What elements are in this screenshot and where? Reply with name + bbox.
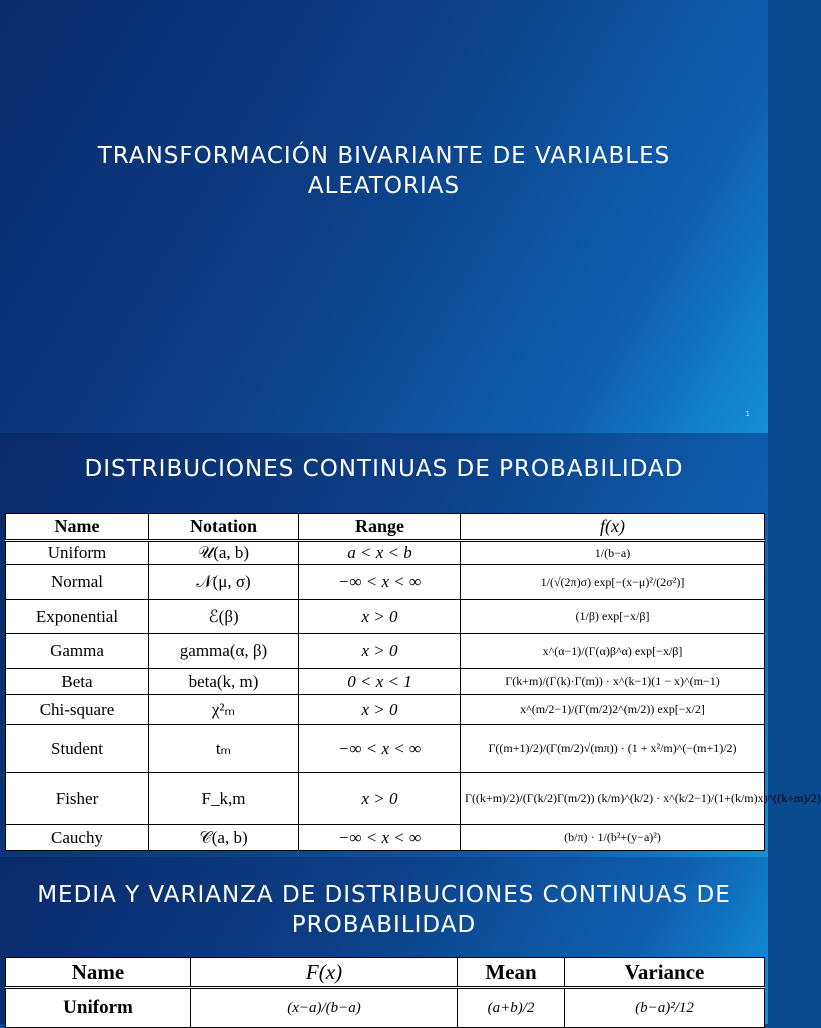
cell-name: Student	[6, 725, 149, 773]
header-name: Name	[6, 958, 191, 988]
cell-notation: 𝒞(a, b)	[149, 825, 299, 851]
cell-fx: 1/(b−a)	[461, 541, 765, 565]
slide-2	[0, 433, 821, 857]
table-row	[6, 825, 765, 851]
cell-cdf: (x−a)/(b−a)	[191, 988, 458, 1028]
table-row	[6, 669, 765, 695]
cell-fx: (b/π) · 1/(b²+(y−a)²)	[461, 825, 765, 851]
slide-number: 1	[745, 410, 750, 418]
cell-notation: gamma(α, β)	[149, 634, 299, 669]
cell-notation: F_k,m	[149, 773, 299, 825]
header-mean: Mean	[458, 958, 565, 988]
cell-name: Uniform	[6, 988, 191, 1028]
cell-range: x > 0	[299, 773, 461, 825]
cell-notation: χ²ₘ	[149, 695, 299, 725]
distribution-table	[5, 513, 821, 851]
cell-range: 0 < x < 1	[299, 669, 461, 695]
table-header-row	[6, 958, 765, 988]
cell-mean: (a+b)/2	[458, 988, 565, 1028]
header-name: Name	[6, 514, 149, 541]
cell-fx: x^(m/2−1)/(Γ(m/2)2^(m/2)) exp[−x/2]	[461, 695, 765, 725]
cell-range: x > 0	[299, 634, 461, 669]
mean-variance-table	[5, 957, 765, 1028]
cell-name: Uniform	[6, 541, 149, 565]
table-header-row	[6, 514, 765, 541]
table-row	[6, 988, 765, 1028]
table-row	[6, 634, 765, 669]
table-row	[6, 600, 765, 634]
slide-1-title: TRANSFORMACIÓN BIVARIANTE DE VARIABLES ALEATORIAS	[97, 143, 671, 199]
cell-name: Gamma	[6, 634, 149, 669]
cell-range: x > 0	[299, 695, 461, 725]
slide-3-title: MEDIA Y VARIANZA DE DISTRIBUCIONES CONTINUAS DE PROBABILIDAD	[37, 882, 731, 938]
cell-name: Exponential	[6, 600, 149, 634]
header-variance: Variance	[565, 958, 765, 988]
table-row	[6, 773, 765, 825]
cell-name: Normal	[6, 565, 149, 600]
table-row	[6, 725, 765, 773]
slide-1	[0, 0, 768, 433]
header-fx: f(x)	[461, 514, 765, 541]
cell-notation: ℰ(β)	[149, 600, 299, 634]
cell-fx: Γ((k+m)/2)/(Γ(k/2)Γ(m/2)) (k/m)^(k/2) · x^(k/2−1)/(1+(k/m)x)^((k+m)/2)	[461, 773, 765, 825]
slide-2-title: DISTRIBUCIONES CONTINUAS DE PROBABILIDAD	[84, 456, 684, 482]
cell-fx: Γ(k+m)/(Γ(k)·Γ(m)) · x^(k−1)(1 − x)^(m−1)	[461, 669, 765, 695]
cell-name: Fisher	[6, 773, 149, 825]
cell-fx: (1/β) exp[−x/β]	[461, 600, 765, 634]
cell-notation: 𝒰(a, b)	[149, 541, 299, 565]
cell-notation: 𝒩(μ, σ)	[149, 565, 299, 600]
cell-name: Beta	[6, 669, 149, 695]
cell-range: x > 0	[299, 600, 461, 634]
cell-notation: beta(k, m)	[149, 669, 299, 695]
cell-fx: x^(α−1)/(Γ(α)β^α) exp[−x/β]	[461, 634, 765, 669]
cell-range: −∞ < x < ∞	[299, 825, 461, 851]
table-row	[6, 565, 765, 600]
header-range: Range	[299, 514, 461, 541]
table-row	[6, 695, 765, 725]
cell-variance: (b−a)²/12	[565, 988, 765, 1028]
cell-fx: Γ((m+1)/2)/(Γ(m/2)√(mπ)) · (1 + x²/m)^(−(m+1)/2)	[461, 725, 765, 773]
slide-3	[0, 857, 768, 1024]
cell-range: −∞ < x < ∞	[299, 565, 461, 600]
cell-name: Chi-square	[6, 695, 149, 725]
cell-range: a < x < b	[299, 541, 461, 565]
cell-notation: tₘ	[149, 725, 299, 773]
cell-name: Cauchy	[6, 825, 149, 851]
cell-fx: 1/(√(2π)σ) exp[−(x−μ)²/(2σ²)]	[461, 565, 765, 600]
cell-range: −∞ < x < ∞	[299, 725, 461, 773]
table-row	[6, 541, 765, 565]
header-cdf: F(x)	[191, 958, 458, 988]
header-notation: Notation	[149, 514, 299, 541]
